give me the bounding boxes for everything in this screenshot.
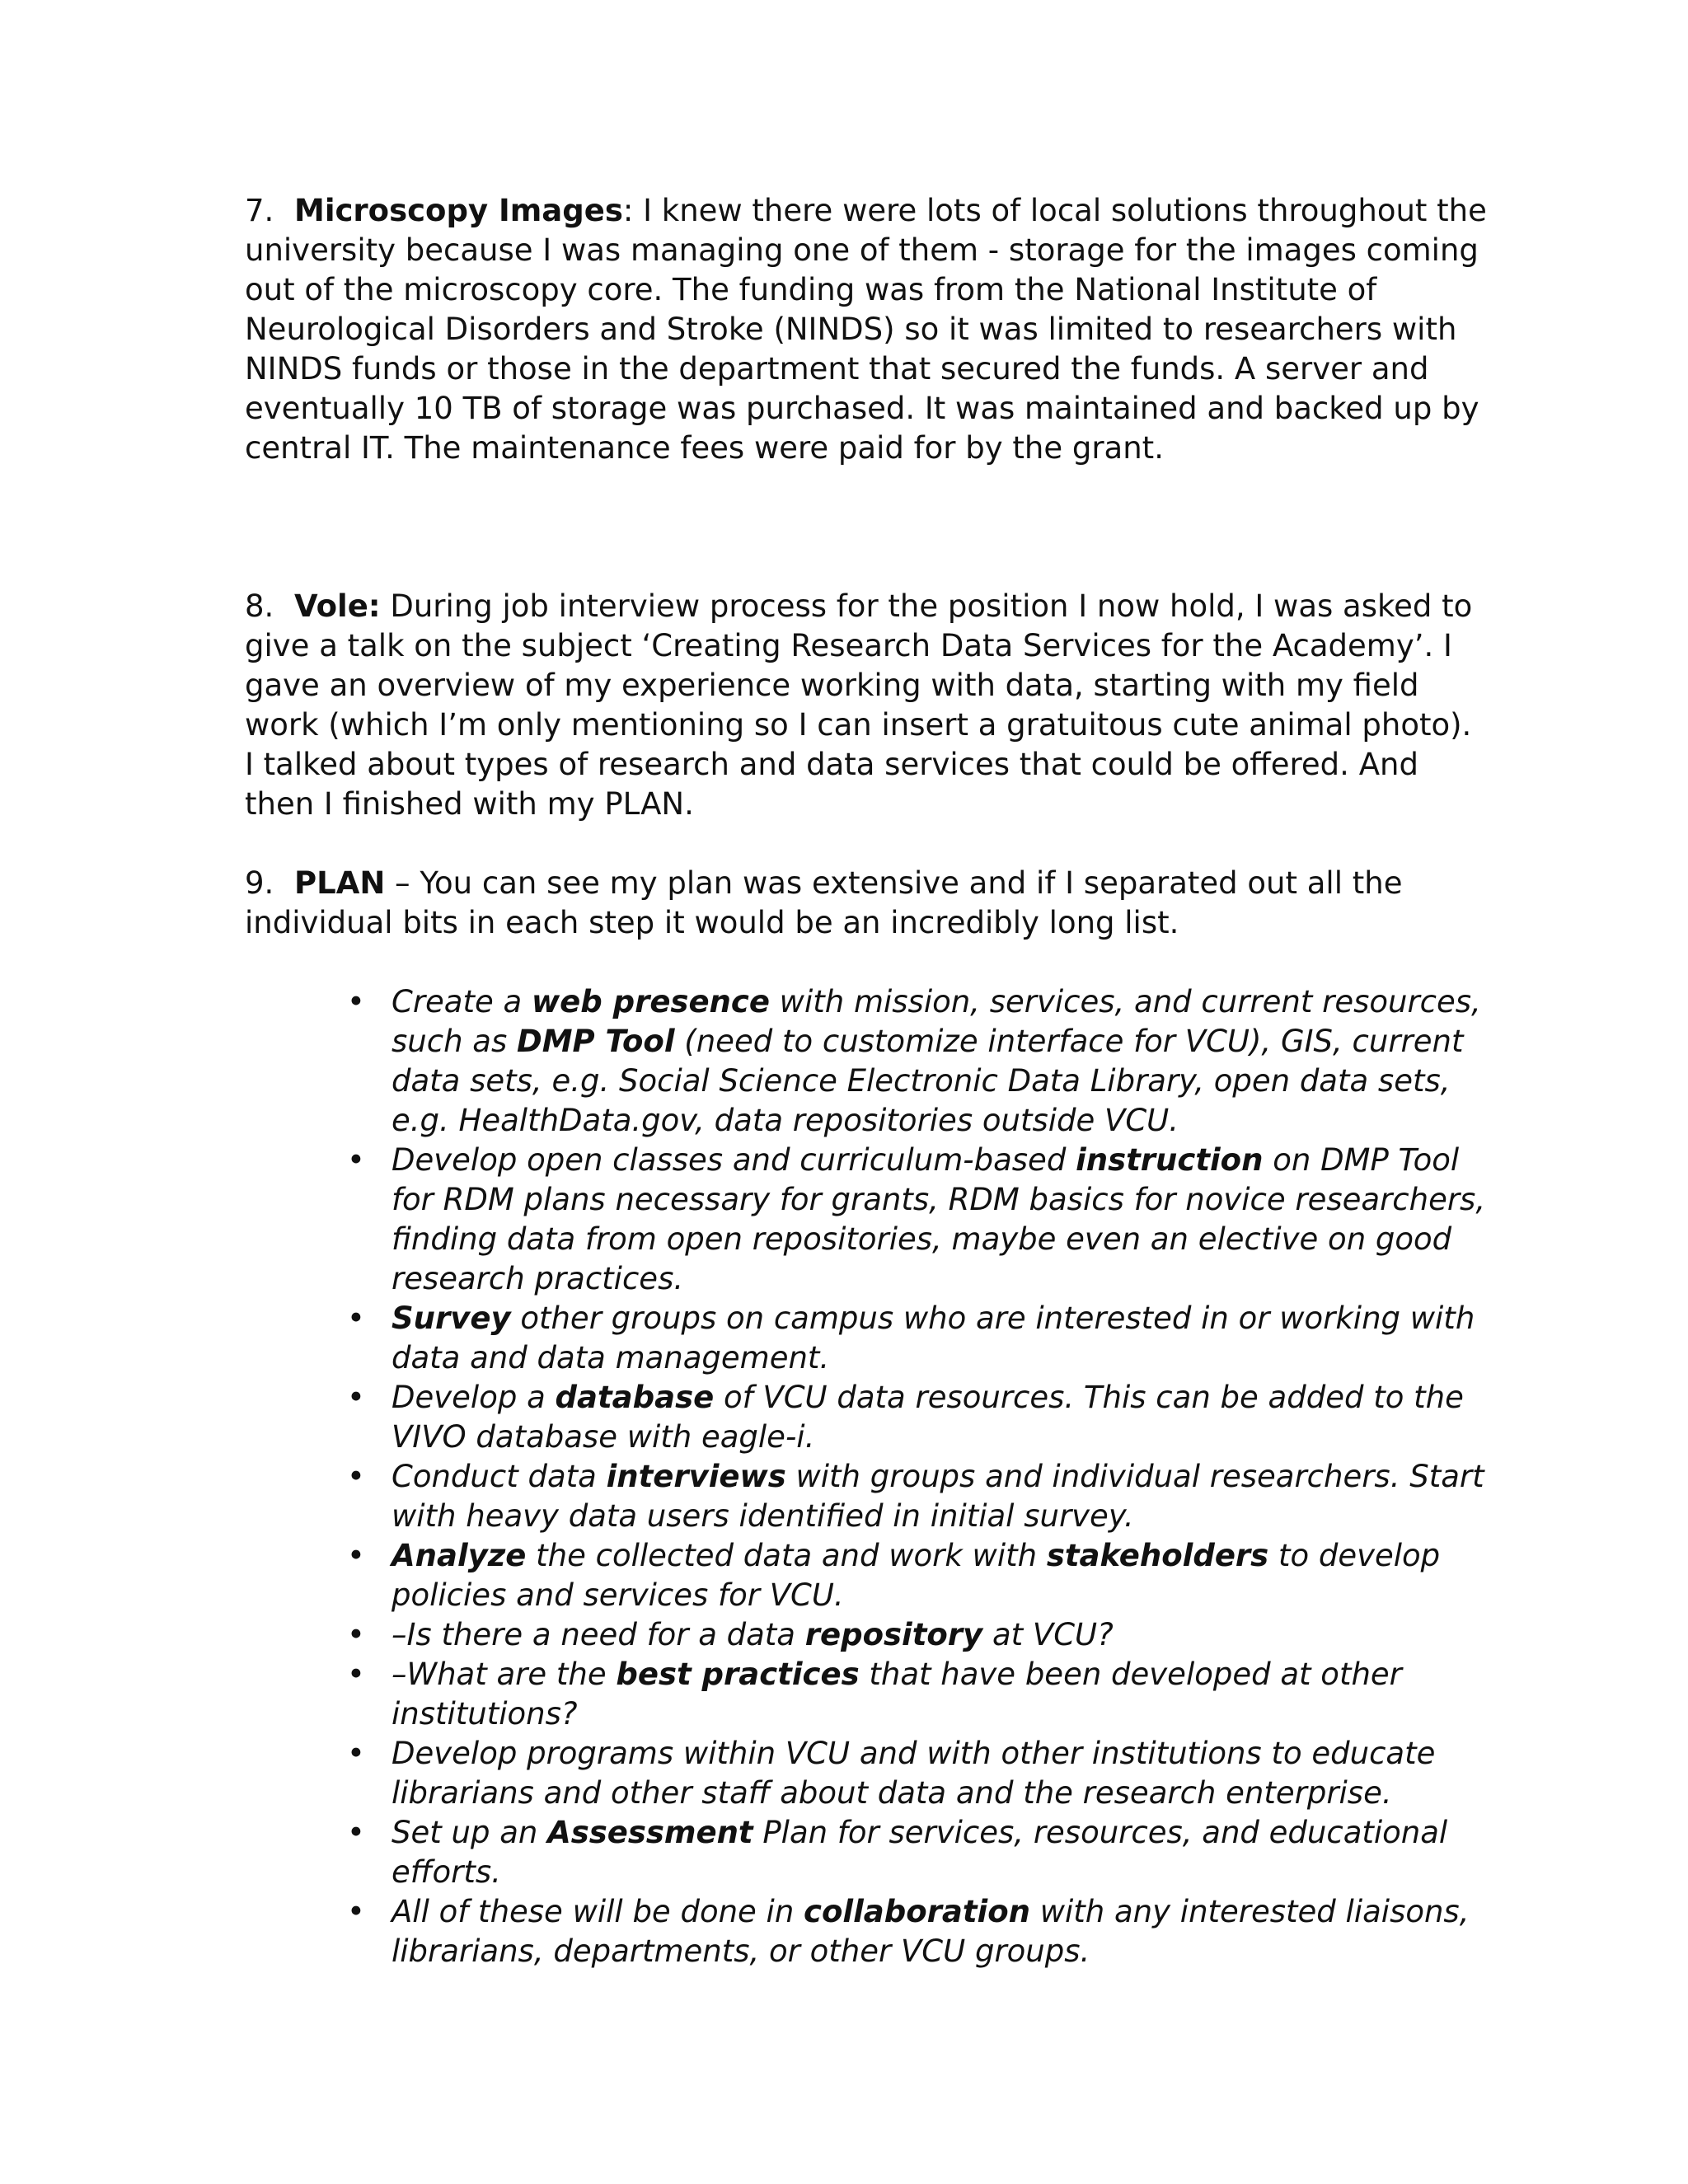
bullet-icon: •	[347, 1538, 365, 1573]
item-keyword: database	[555, 1380, 715, 1415]
section-title: Vole:	[294, 588, 381, 624]
bullet-icon: •	[347, 1736, 365, 1771]
section-number: 8.	[245, 588, 274, 624]
item-text: (need to customize interface for VCU), GIS, current data sets, e.g. Social Science Electronic Data Library, open data sets, e.g. HealthData.gov, data repositories outside VCU.	[392, 1024, 1464, 1138]
bullet-icon: •	[347, 1894, 365, 1929]
section-title: Microscopy Images	[294, 193, 623, 228]
item-text: All of these will be done in	[392, 1894, 804, 1929]
item-text: Develop open classes and curriculum-based	[392, 1142, 1076, 1178]
bullet-icon: •	[347, 1815, 365, 1850]
item-keyword: repository	[804, 1617, 983, 1652]
item-keyword: interviews	[606, 1459, 786, 1494]
section-title-suffix: :	[622, 193, 634, 228]
plan-bullet-list	[245, 982, 1489, 1971]
item-keyword: DMP Tool	[517, 1024, 675, 1059]
section-number: 7.	[245, 193, 274, 228]
item-keyword: best practices	[616, 1657, 860, 1692]
item-text: to develop policies and services for VCU.	[392, 1538, 1441, 1613]
section-text: During job interview process for the position I now hold, I was asked to give a talk on the subject ‘Creating Research Data Services for the Academy’. I gave an overview of my experience working with data, starting with my field work (which I’m only mentioning so I can insert a gratuitous cute animal photo). I talked about types of research and data services that could be offered. And then I finished with my PLAN.	[245, 588, 1473, 822]
item-text: at VCU?	[982, 1617, 1114, 1652]
section-text: I knew there were lots of local solutions throughout the university because I was managing one of them - storage for the images coming out of the microscopy core. The funding was from the National Institute of Neurological Disorders and Stroke (NINDS) so it was limited to researchers with NINDS funds or those in the department that secured the funds. A server and eventually 10 TB of storage was purchased. It was maintained and backed up by central IT. The maintenance fees were paid for by the grant.	[245, 193, 1487, 466]
item-text: Develop a	[392, 1380, 556, 1415]
item-text: on DMP Tool for RDM plans necessary for grants, RDM basics for novice researchers, finding data from open repositories, maybe even an elective on good research practices.	[392, 1142, 1486, 1296]
plan-list-item	[245, 1813, 1489, 1892]
item-keyword: Analyze	[392, 1538, 527, 1573]
bullet-icon: •	[347, 1142, 365, 1178]
section-9-paragraph	[245, 864, 1489, 943]
plan-list-item	[245, 1299, 1489, 1378]
plan-list-item	[245, 1655, 1489, 1734]
item-keyword: web presence	[531, 984, 770, 1019]
item-text: with groups and individual researchers. Start with heavy data users identified in initial survey.	[392, 1459, 1484, 1534]
section-8-paragraph	[245, 587, 1489, 824]
item-keyword: collaboration	[804, 1894, 1030, 1929]
bullet-icon: •	[347, 1657, 365, 1692]
bullet-icon: •	[347, 1617, 365, 1652]
item-text: the collected data and work with	[526, 1538, 1047, 1573]
section-text: – You can see my plan was extensive and if I separated out all the individual bits in each step it would be an incredibly long list.	[245, 865, 1403, 940]
plan-list-item	[245, 1892, 1489, 1971]
item-text: –What are the	[392, 1657, 617, 1692]
item-keyword: Assessment	[547, 1815, 753, 1850]
section-title: PLAN	[294, 865, 386, 901]
plan-list-item	[245, 1141, 1489, 1299]
item-text: with mission, services, and current resources, such as	[392, 984, 1481, 1059]
item-text: with any interested liaisons, librarians, departments, or other VCU groups.	[392, 1894, 1470, 1969]
plan-list-item	[245, 1734, 1489, 1813]
item-keyword: stakeholders	[1046, 1538, 1269, 1573]
bullet-icon: •	[347, 1301, 365, 1336]
section-7-paragraph	[245, 191, 1489, 468]
item-text: –Is there a need for a data	[392, 1617, 805, 1652]
item-text: of VCU data resources. This can be added to the VIVO database with eagle-i.	[392, 1380, 1464, 1455]
item-text: Plan for services, resources, and educational efforts.	[392, 1815, 1448, 1890]
plan-list-item	[245, 982, 1489, 1141]
item-text: Conduct data	[392, 1459, 607, 1494]
item-text: that have been developed at other institutions?	[392, 1657, 1402, 1732]
item-keyword: instruction	[1076, 1142, 1264, 1178]
plan-list-item	[245, 1615, 1489, 1655]
bullet-icon: •	[347, 1380, 365, 1415]
item-text: Set up an	[392, 1815, 548, 1850]
item-text: Create a	[392, 984, 532, 1019]
item-keyword: Survey	[392, 1301, 511, 1336]
bullet-icon: •	[347, 1459, 365, 1494]
plan-list-item	[245, 1378, 1489, 1457]
section-number: 9.	[245, 865, 274, 901]
plan-list-item	[245, 1536, 1489, 1615]
plan-list-item	[245, 1457, 1489, 1536]
item-text: other groups on campus who are interested in or working with data and data management.	[392, 1301, 1475, 1376]
item-text: Develop programs within VCU and with other institutions to educate librarians and other staff about data and the research enterprise.	[392, 1736, 1436, 1811]
bullet-icon: •	[347, 984, 365, 1019]
document-body	[245, 191, 1489, 1971]
